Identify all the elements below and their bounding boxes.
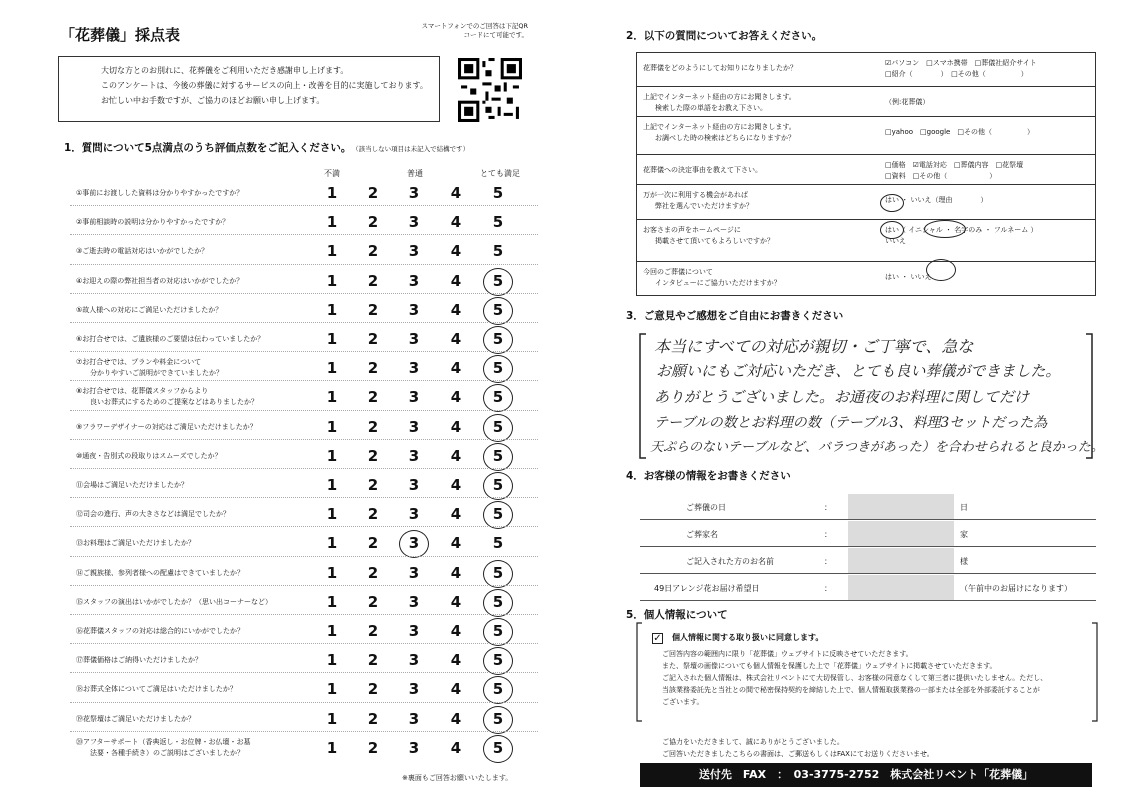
selected-score-circle bbox=[483, 472, 513, 500]
score-option[interactable]: 5 bbox=[492, 651, 504, 670]
score-option[interactable]: 1 bbox=[326, 622, 338, 640]
score-option[interactable]: 4 bbox=[450, 563, 462, 582]
row-divider bbox=[70, 410, 538, 411]
score-option[interactable]: 2 bbox=[367, 738, 379, 757]
score-option[interactable]: 1 bbox=[326, 271, 338, 290]
info-suffix: 日 bbox=[960, 503, 968, 512]
answer-circle bbox=[880, 194, 904, 212]
score-option[interactable]: 3 bbox=[408, 271, 420, 290]
question-line: ⑥お打合せでは、ご遺族様のご要望は伝わっていましたか？ bbox=[76, 335, 265, 343]
question-line: ①事前にお渡しした資料は分かりやすかったですか？ bbox=[76, 189, 244, 197]
section1-heading bbox=[64, 140, 469, 155]
question-line: ⑨フラワーデザイナーの対応はご満足いただけましたか？ bbox=[76, 422, 257, 431]
score-option[interactable]: 2 bbox=[367, 213, 379, 232]
score-option[interactable]: 5 bbox=[492, 242, 504, 261]
score-option[interactable]: 4 bbox=[450, 184, 462, 202]
question-line: ⑯花葬儀スタッフの対応は総合的にいかがでしたか？ bbox=[76, 627, 244, 635]
score-option[interactable]: 5 bbox=[492, 563, 504, 582]
question-line: ③ご逝去時の電話対応はいかがでしたか？ bbox=[76, 247, 209, 256]
info-colon: ： bbox=[824, 584, 832, 593]
score-option[interactable]: 1 bbox=[326, 330, 338, 348]
row-divider bbox=[70, 264, 538, 265]
row-divider bbox=[70, 585, 538, 586]
question-text bbox=[76, 626, 244, 637]
question-text bbox=[76, 737, 251, 759]
score-option[interactable]: 4 bbox=[450, 680, 462, 699]
privacy-line: 当該業務委託先と当社との間で秘密保持契約を締結した上で、個人情報取扱業務の一部または全部を外部委託することが bbox=[662, 686, 1040, 694]
row-divider bbox=[70, 468, 538, 469]
row-divider bbox=[70, 322, 538, 323]
privacy-line: ご記入された個人情報は、株式会社リベントにて大切保管し、お客様の同意なくして第三者に提供いたしません。ただし、 bbox=[662, 674, 1048, 682]
question-text bbox=[76, 568, 244, 579]
score-option[interactable]: 4 bbox=[450, 359, 462, 378]
selected-score-circle bbox=[483, 560, 513, 588]
intro-line: お忙しい中お手数ですが、ご協力のほどお願い申し上げます。 bbox=[101, 96, 325, 105]
question-text bbox=[76, 509, 230, 520]
question-text bbox=[76, 276, 243, 287]
row-divider bbox=[70, 351, 538, 352]
score-option[interactable]: 3 bbox=[408, 417, 420, 436]
score-option[interactable]: 3 bbox=[408, 388, 420, 407]
score-option[interactable]: 4 bbox=[450, 534, 462, 553]
row-divider bbox=[70, 556, 538, 557]
score-option[interactable]: 1 bbox=[326, 651, 338, 670]
comment-box bbox=[636, 330, 1104, 462]
row-divider bbox=[70, 702, 538, 703]
info-row bbox=[640, 548, 1096, 574]
survey-row bbox=[637, 184, 1095, 219]
score-option[interactable]: 5 bbox=[492, 359, 504, 378]
question-line: ⑱お葬式全体についてご満足はいただけましたか？ bbox=[76, 685, 237, 694]
survey-answer[interactable]: □yahoo □google □その他（ ） bbox=[885, 128, 1034, 136]
score-option[interactable]: 5 bbox=[492, 505, 504, 524]
selected-score-circle bbox=[483, 501, 513, 529]
score-option[interactable]: 2 bbox=[367, 417, 379, 436]
question-text bbox=[76, 422, 257, 433]
survey-row bbox=[637, 154, 1095, 184]
score-option[interactable]: 3 bbox=[408, 622, 420, 640]
answer-circle bbox=[880, 221, 904, 239]
score-option[interactable]: 4 bbox=[450, 709, 462, 728]
info-row bbox=[640, 575, 1096, 601]
question-line: ⑪会場はご満足いただけましたか？ bbox=[76, 481, 188, 489]
question-text bbox=[76, 684, 237, 695]
score-option[interactable]: 3 bbox=[408, 738, 420, 757]
score-option[interactable]: 5 bbox=[492, 476, 504, 494]
handwritten-line: 本当にすべての対応が親切・ご丁寧で、急な bbox=[654, 337, 974, 356]
intro-line: このアンケートは、今後の葬儀に対するサービスの向上・改善を目的に実施しております。 bbox=[101, 81, 428, 90]
privacy-bracket-right bbox=[1090, 622, 1098, 722]
row-divider bbox=[70, 731, 538, 732]
score-option[interactable]: 5 bbox=[492, 446, 504, 465]
score-option[interactable]: 1 bbox=[326, 680, 338, 699]
selected-score-circle bbox=[483, 618, 513, 646]
section1-note: （該当しない項目は未記入で結構です） bbox=[355, 145, 470, 153]
info-suffix: 家 bbox=[960, 530, 968, 539]
scale-label-mid: 普通 bbox=[407, 169, 423, 178]
score-option[interactable]: 4 bbox=[450, 417, 462, 436]
survey-answer[interactable]: はい（ イニシャル ・ 名字のみ ・ フルネーム ） いいえ bbox=[885, 226, 1038, 245]
survey-question: 上記でインターネット経由の方にお聞きします。 お調べした時の検索はどちらになりますか？ bbox=[643, 123, 796, 142]
score-option[interactable]: 5 bbox=[492, 213, 504, 232]
privacy-line: また、祭壇の画像についても個人情報を保護した上で「花葬儀」ウェブサイトに掲載させていただきます。 bbox=[662, 662, 997, 670]
question-line: ⑰葬儀価格はご納得いただけましたか？ bbox=[76, 656, 202, 665]
survey-row bbox=[637, 53, 1095, 86]
score-option[interactable]: 3 bbox=[408, 476, 420, 494]
question-line: ⑮スタッフの演出はいかがでしたか？（思い出コーナーなど） bbox=[76, 597, 272, 606]
score-option[interactable]: 5 bbox=[492, 271, 504, 290]
footer-note: ※裏面もご回答お願いいたします。 bbox=[402, 774, 513, 782]
score-option[interactable]: 5 bbox=[492, 592, 504, 611]
score-option[interactable]: 3 bbox=[408, 446, 420, 465]
consent-label: 個人情報に関する取り扱いに同意します。 bbox=[672, 633, 824, 642]
answer-circle bbox=[924, 220, 966, 238]
info-label: ご記入された方のお名前 bbox=[686, 557, 774, 566]
handwritten-line: ありがとうございました。お通夜のお料理に関してだけ bbox=[654, 388, 1030, 406]
selected-score-circle bbox=[483, 326, 513, 354]
score-option[interactable]: 1 bbox=[326, 388, 338, 407]
section4-heading: 4．お客様の情報をお書きください bbox=[626, 470, 791, 482]
score-option[interactable]: 4 bbox=[450, 651, 462, 670]
question-line: ②事前相談時の説明は分かりやすかったですか？ bbox=[76, 218, 230, 227]
score-option[interactable]: 1 bbox=[326, 300, 338, 319]
score-option[interactable]: 2 bbox=[367, 446, 379, 465]
question-text bbox=[76, 714, 195, 725]
section5-heading: 5．個人情報について bbox=[626, 609, 728, 621]
qr-code bbox=[458, 58, 522, 122]
info-colon: ： bbox=[824, 557, 832, 566]
score-option[interactable]: 2 bbox=[367, 330, 379, 348]
survey-answer[interactable]: はい ・ いいえ（理由 ） bbox=[885, 196, 988, 204]
score-option[interactable]: 2 bbox=[367, 359, 379, 378]
row-divider bbox=[70, 526, 538, 527]
score-option[interactable]: 1 bbox=[326, 417, 338, 436]
privacy-line: ご回答内容の範囲内に限り「花葬儀」ウェブサイトに反映させていただきます。 bbox=[662, 650, 913, 658]
selected-score-circle bbox=[483, 414, 513, 442]
selected-score-circle bbox=[483, 706, 513, 734]
score-option[interactable]: 4 bbox=[450, 330, 462, 348]
score-option[interactable]: 1 bbox=[326, 446, 338, 465]
score-option[interactable]: 3 bbox=[408, 709, 420, 728]
score-option[interactable]: 3 bbox=[408, 213, 420, 232]
selected-score-circle bbox=[483, 676, 513, 704]
score-option[interactable]: 1 bbox=[326, 592, 338, 611]
consent-checkbox[interactable]: ✓ bbox=[653, 633, 662, 644]
survey-row bbox=[637, 261, 1095, 295]
selected-score-circle bbox=[483, 589, 513, 617]
row-divider bbox=[70, 497, 538, 498]
question-line: ⑫司会の進行、声の大きさなどは満足でしたか？ bbox=[76, 510, 230, 519]
score-option[interactable]: 5 bbox=[492, 388, 504, 407]
score-option[interactable]: 1 bbox=[326, 563, 338, 582]
section3-heading: 3．ご意見やご感想をご自由にお書きください bbox=[626, 310, 844, 322]
info-row bbox=[640, 521, 1096, 547]
score-option[interactable]: 1 bbox=[326, 534, 338, 553]
question-line: ⑦お打合せでは、プランや料金について bbox=[76, 358, 202, 367]
score-option[interactable]: 5 bbox=[492, 300, 504, 319]
question-line: ⑳アフターサポート（香典返し・お位牌・お仏壇・お墓 bbox=[76, 737, 251, 746]
score-option[interactable]: 1 bbox=[326, 476, 338, 494]
info-row bbox=[640, 494, 1096, 520]
question-text bbox=[76, 305, 222, 316]
question-line: ④お迎えの際の弊社担当者の対応はいかがでしたか？ bbox=[76, 276, 244, 285]
privacy-line: ございます。 bbox=[662, 698, 704, 706]
answer-circle bbox=[926, 259, 956, 281]
row-divider bbox=[70, 234, 538, 235]
score-option[interactable]: 2 bbox=[367, 242, 379, 261]
survey-row bbox=[637, 116, 1095, 154]
score-option[interactable]: 3 bbox=[408, 680, 420, 699]
score-option[interactable]: 4 bbox=[450, 738, 462, 757]
info-label: ご葬家名 bbox=[686, 530, 718, 539]
info-label: 49日アレンジ花お届け希望日 bbox=[654, 584, 760, 593]
question-text bbox=[76, 655, 202, 666]
question-text bbox=[76, 188, 243, 199]
score-option[interactable]: 2 bbox=[367, 534, 379, 553]
fax-banner: 送付先 FAX ： 03-3775-2752 株式会社リベント「花葬儀」 bbox=[640, 763, 1092, 787]
score-option[interactable]: 1 bbox=[326, 738, 338, 757]
info-input[interactable] bbox=[848, 521, 954, 546]
score-option[interactable]: 1 bbox=[326, 359, 338, 378]
score-option[interactable]: 3 bbox=[408, 592, 420, 611]
info-colon: ： bbox=[824, 503, 832, 512]
question-text bbox=[76, 334, 264, 345]
score-option[interactable]: 4 bbox=[450, 622, 462, 640]
question-text bbox=[76, 217, 229, 228]
selected-score-circle bbox=[483, 647, 513, 675]
score-option[interactable]: 3 bbox=[408, 330, 420, 348]
score-option[interactable]: 2 bbox=[367, 592, 379, 611]
score-option[interactable]: 5 bbox=[492, 680, 504, 699]
question-line: ⑤故人様への対応にご満足いただけましたか？ bbox=[76, 305, 223, 314]
score-option[interactable]: 2 bbox=[367, 476, 379, 494]
scale-label-high: とても満足 bbox=[480, 169, 520, 178]
survey-answer[interactable]: （例:花葬儀） bbox=[885, 98, 930, 106]
score-option[interactable]: 5 bbox=[492, 709, 504, 728]
handwritten-line: 天ぷらのないテーブルなど、バラつきがあった）を合わせられると良かった。 bbox=[650, 440, 1104, 455]
score-option[interactable]: 1 bbox=[326, 213, 338, 232]
score-option[interactable]: 2 bbox=[367, 680, 379, 699]
thanks-line: ご回答いただきましたこちらの書面は、ご郵送もしくはFAXにてお送りくださいませ。 bbox=[662, 750, 934, 758]
section2-table bbox=[636, 52, 1096, 296]
score-option[interactable]: 4 bbox=[450, 446, 462, 465]
score-option[interactable]: 1 bbox=[326, 242, 338, 261]
question-text bbox=[76, 538, 195, 549]
score-option[interactable]: 2 bbox=[367, 271, 379, 290]
section2-heading: 2．以下の質問についてお答えください。 bbox=[626, 30, 823, 42]
info-label: ご葬儀の日 bbox=[686, 503, 726, 512]
score-option[interactable]: 2 bbox=[367, 388, 379, 407]
score-option[interactable]: 1 bbox=[326, 184, 338, 202]
selected-score-circle bbox=[483, 443, 513, 471]
survey-question: 上記でインターネット経由の方にお聞きします。 検索した際の単語をお教え下さい。 bbox=[643, 93, 796, 112]
intro-line: 大切な方とのお別れに、花葬儀をご利用いただき感謝申し上げます。 bbox=[101, 66, 349, 75]
selected-score-circle bbox=[483, 735, 513, 763]
question-line: ⑧お打合せでは、花葬儀スタッフからより bbox=[76, 387, 209, 396]
score-option[interactable]: 3 bbox=[408, 534, 420, 553]
question-line: 法要・各種手続き）のご説明はございましたか？ bbox=[90, 748, 244, 757]
info-suffix: 様 bbox=[960, 557, 968, 566]
question-text bbox=[76, 480, 188, 491]
row-divider bbox=[70, 439, 538, 440]
score-option[interactable]: 5 bbox=[492, 622, 504, 640]
score-option[interactable]: 5 bbox=[492, 417, 504, 436]
score-option[interactable]: 5 bbox=[492, 184, 504, 202]
score-option[interactable]: 3 bbox=[408, 184, 420, 202]
info-colon: ： bbox=[824, 530, 832, 539]
section1-title: 1．質問について5点満点のうち評価点数をご記入ください。 bbox=[64, 142, 352, 154]
handwritten-line: テーブルの数とお料理の数（テーブル3、料理3セットだった為 bbox=[654, 415, 1048, 431]
qr-note: スマートフォンでのご回答は下記QRコードにて可能です。 bbox=[421, 22, 528, 39]
score-option[interactable]: 3 bbox=[408, 505, 420, 524]
score-option[interactable]: 2 bbox=[367, 563, 379, 582]
scale-label-low: 不満 bbox=[324, 169, 340, 178]
score-option[interactable]: 4 bbox=[450, 271, 462, 290]
score-option[interactable]: 3 bbox=[408, 359, 420, 378]
survey-answer[interactable]: □価格 ☑電話対応 □葬儀内容 □花祭壇 □資料 □その他（ ） bbox=[885, 161, 1024, 180]
info-input[interactable] bbox=[848, 494, 954, 519]
score-option[interactable]: 4 bbox=[450, 388, 462, 407]
row-divider bbox=[70, 643, 538, 644]
question-text bbox=[76, 386, 258, 408]
question-line: 分かりやすいご説明ができていましたか？ bbox=[90, 369, 223, 378]
question-text bbox=[76, 451, 222, 462]
score-option[interactable]: 1 bbox=[326, 505, 338, 524]
selected-score-circle bbox=[483, 355, 513, 383]
question-line: ⑬お料理はご満足いただけましたか？ bbox=[76, 539, 195, 548]
score-option[interactable]: 3 bbox=[408, 242, 420, 261]
score-option[interactable]: 5 bbox=[492, 738, 504, 757]
score-option[interactable]: 4 bbox=[450, 300, 462, 319]
info-suffix: （午前中のお届けになります） bbox=[960, 584, 1072, 593]
score-option[interactable]: 5 bbox=[492, 534, 504, 553]
score-option[interactable]: 4 bbox=[450, 242, 462, 261]
selected-score-circle bbox=[399, 530, 429, 558]
question-text bbox=[76, 246, 208, 257]
question-text bbox=[76, 357, 223, 379]
score-option[interactable]: 1 bbox=[326, 709, 338, 728]
score-option[interactable]: 3 bbox=[408, 563, 420, 582]
form-title: 「花葬儀」採点表 bbox=[60, 26, 181, 44]
survey-question: 今回のご葬儀について インタビューにご協力いただけますか？ bbox=[643, 268, 781, 287]
question-text bbox=[76, 597, 272, 608]
survey-answer[interactable]: はい ・ いいえ bbox=[885, 273, 932, 281]
score-option[interactable]: 5 bbox=[492, 330, 504, 348]
score-option[interactable]: 2 bbox=[367, 709, 379, 728]
survey-row bbox=[637, 86, 1095, 116]
privacy-text bbox=[662, 648, 1102, 708]
score-option[interactable]: 2 bbox=[367, 300, 379, 319]
question-line: ⑩通夜・告別式の段取りはスムーズでしたか？ bbox=[76, 451, 222, 460]
handwritten-line: お願いにもご対応いただき、とても良い葬儀ができました。 bbox=[656, 362, 1061, 380]
selected-score-circle bbox=[483, 268, 513, 296]
question-line: ⑲花祭壇はご満足いただけましたか？ bbox=[76, 714, 195, 723]
score-option[interactable]: 4 bbox=[450, 505, 462, 524]
survey-answer[interactable]: ☑パソコン □スマホ携帯 □葬儀社紹介サイト □紹介（ ） □その他（ ） bbox=[885, 59, 1037, 78]
row-divider bbox=[70, 672, 538, 673]
score-option[interactable]: 3 bbox=[408, 651, 420, 670]
score-option[interactable]: 4 bbox=[450, 592, 462, 611]
survey-row bbox=[637, 219, 1095, 261]
row-divider bbox=[70, 293, 538, 294]
row-divider bbox=[70, 614, 538, 615]
intro-box bbox=[58, 56, 440, 122]
thanks-line: ご協力をいただきまして、誠にありがとうございました。 bbox=[662, 738, 844, 746]
score-option[interactable]: 2 bbox=[367, 184, 379, 202]
score-option[interactable]: 2 bbox=[367, 505, 379, 524]
privacy-bracket-left bbox=[636, 622, 644, 722]
row-divider bbox=[70, 380, 538, 381]
thanks-text bbox=[662, 736, 1102, 760]
score-option[interactable]: 4 bbox=[450, 213, 462, 232]
question-line: 良いお葬式にするためのご提案などはありましたか？ bbox=[90, 398, 258, 407]
selected-score-circle bbox=[483, 384, 513, 412]
info-input[interactable] bbox=[848, 548, 954, 573]
question-line: ⑭ご親族様、参列者様への配慮はできていましたか？ bbox=[76, 568, 244, 577]
score-option[interactable]: 2 bbox=[367, 622, 379, 640]
survey-question: 花葬儀への決定事由を教えて下さい。 bbox=[643, 166, 762, 174]
survey-question: 花葬儀をどのようにしてお知りになりましたか？ bbox=[643, 64, 797, 72]
survey-question: 万が一次に利用する機会があれば 弊社を選んでいただけますか？ bbox=[643, 191, 753, 210]
survey-question: お客さまの声をホームページに 掲載させて頂いてもよろしいですか？ bbox=[643, 226, 774, 245]
score-option[interactable]: 2 bbox=[367, 651, 379, 670]
score-option[interactable]: 4 bbox=[450, 476, 462, 494]
selected-score-circle bbox=[483, 297, 513, 325]
info-input[interactable] bbox=[848, 575, 954, 600]
row-divider bbox=[70, 205, 538, 206]
score-option[interactable]: 3 bbox=[408, 300, 420, 319]
